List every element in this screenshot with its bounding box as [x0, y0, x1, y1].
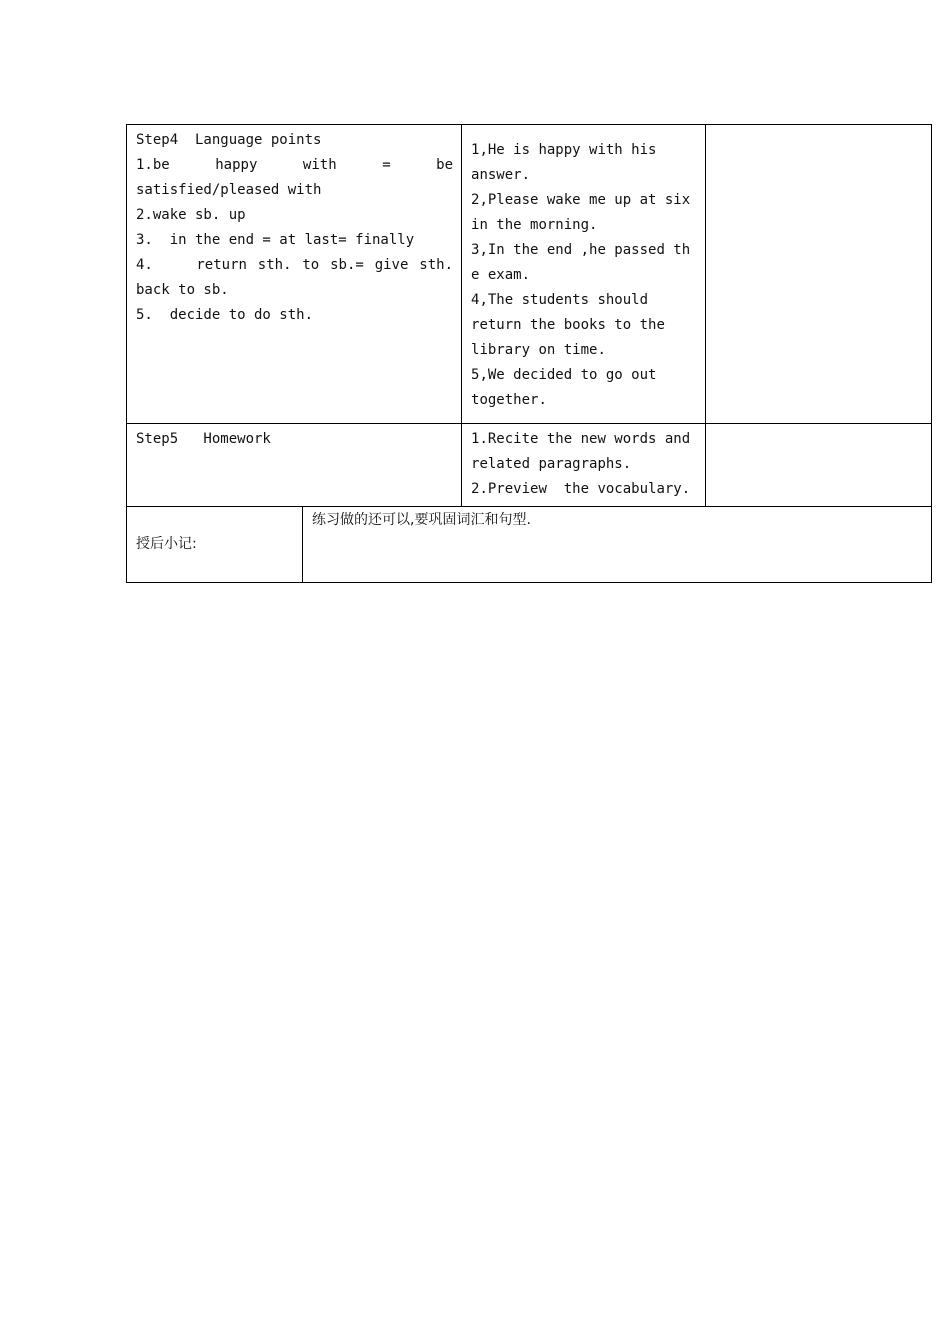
point-2: 2.wake sb. up	[136, 207, 246, 223]
example-1-line-2: answer.	[471, 167, 531, 183]
point-4-line-2: back to sb.	[136, 282, 229, 298]
task-1-line-2: related paragraphs.	[471, 456, 632, 472]
step5-title: Step5 Homework	[136, 431, 271, 447]
example-2-line-2: in the morning.	[471, 217, 598, 233]
example-1-line-1: 1,He is happy with his	[471, 142, 657, 158]
point-3: 3. in the end = at last= finally	[136, 232, 415, 248]
step4-examples-cell	[462, 125, 706, 424]
example-4-line-1: 4,The students should	[471, 292, 649, 308]
step5-title-cell	[127, 424, 462, 507]
notes-label: 授后小记:	[136, 535, 197, 552]
task-1-line-1: 1.Recite the new words and	[471, 431, 691, 447]
step5-empty-cell	[706, 424, 932, 507]
task-2: 2.Preview the vocabulary.	[471, 481, 691, 497]
notes-label-cell	[127, 507, 303, 583]
step5-tasks-cell	[462, 424, 706, 507]
example-3-line-2: e exam.	[471, 267, 531, 283]
notes-row	[127, 507, 932, 583]
point-4-line-1: 4. return sth. to sb.= give sth.	[136, 257, 454, 273]
step4-title: Step4 Language points	[136, 132, 322, 148]
example-5-line-2: together.	[471, 392, 547, 408]
lesson-plan-table	[126, 124, 932, 583]
example-4-line-3: library on time.	[471, 342, 606, 358]
example-3-line-1: 3,In the end ,he passed th	[471, 242, 691, 258]
step5-row	[127, 424, 932, 507]
point-1-line-2: satisfied/pleased with	[136, 182, 322, 198]
notes-text-cell	[303, 507, 932, 583]
example-4-line-2: return the books to the	[471, 317, 665, 333]
example-5-line-1: 5,We decided to go out	[471, 367, 657, 383]
step4-empty-cell	[706, 125, 932, 424]
step4-points-cell	[127, 125, 462, 424]
point-5: 5. decide to do sth.	[136, 307, 314, 323]
point-1-line-1: 1.be happy with = be	[136, 157, 454, 173]
step4-row	[127, 125, 932, 424]
example-2-line-1: 2,Please wake me up at six	[471, 192, 691, 208]
notes-text: 练习做的还可以,要巩固词汇和句型.	[312, 512, 531, 528]
